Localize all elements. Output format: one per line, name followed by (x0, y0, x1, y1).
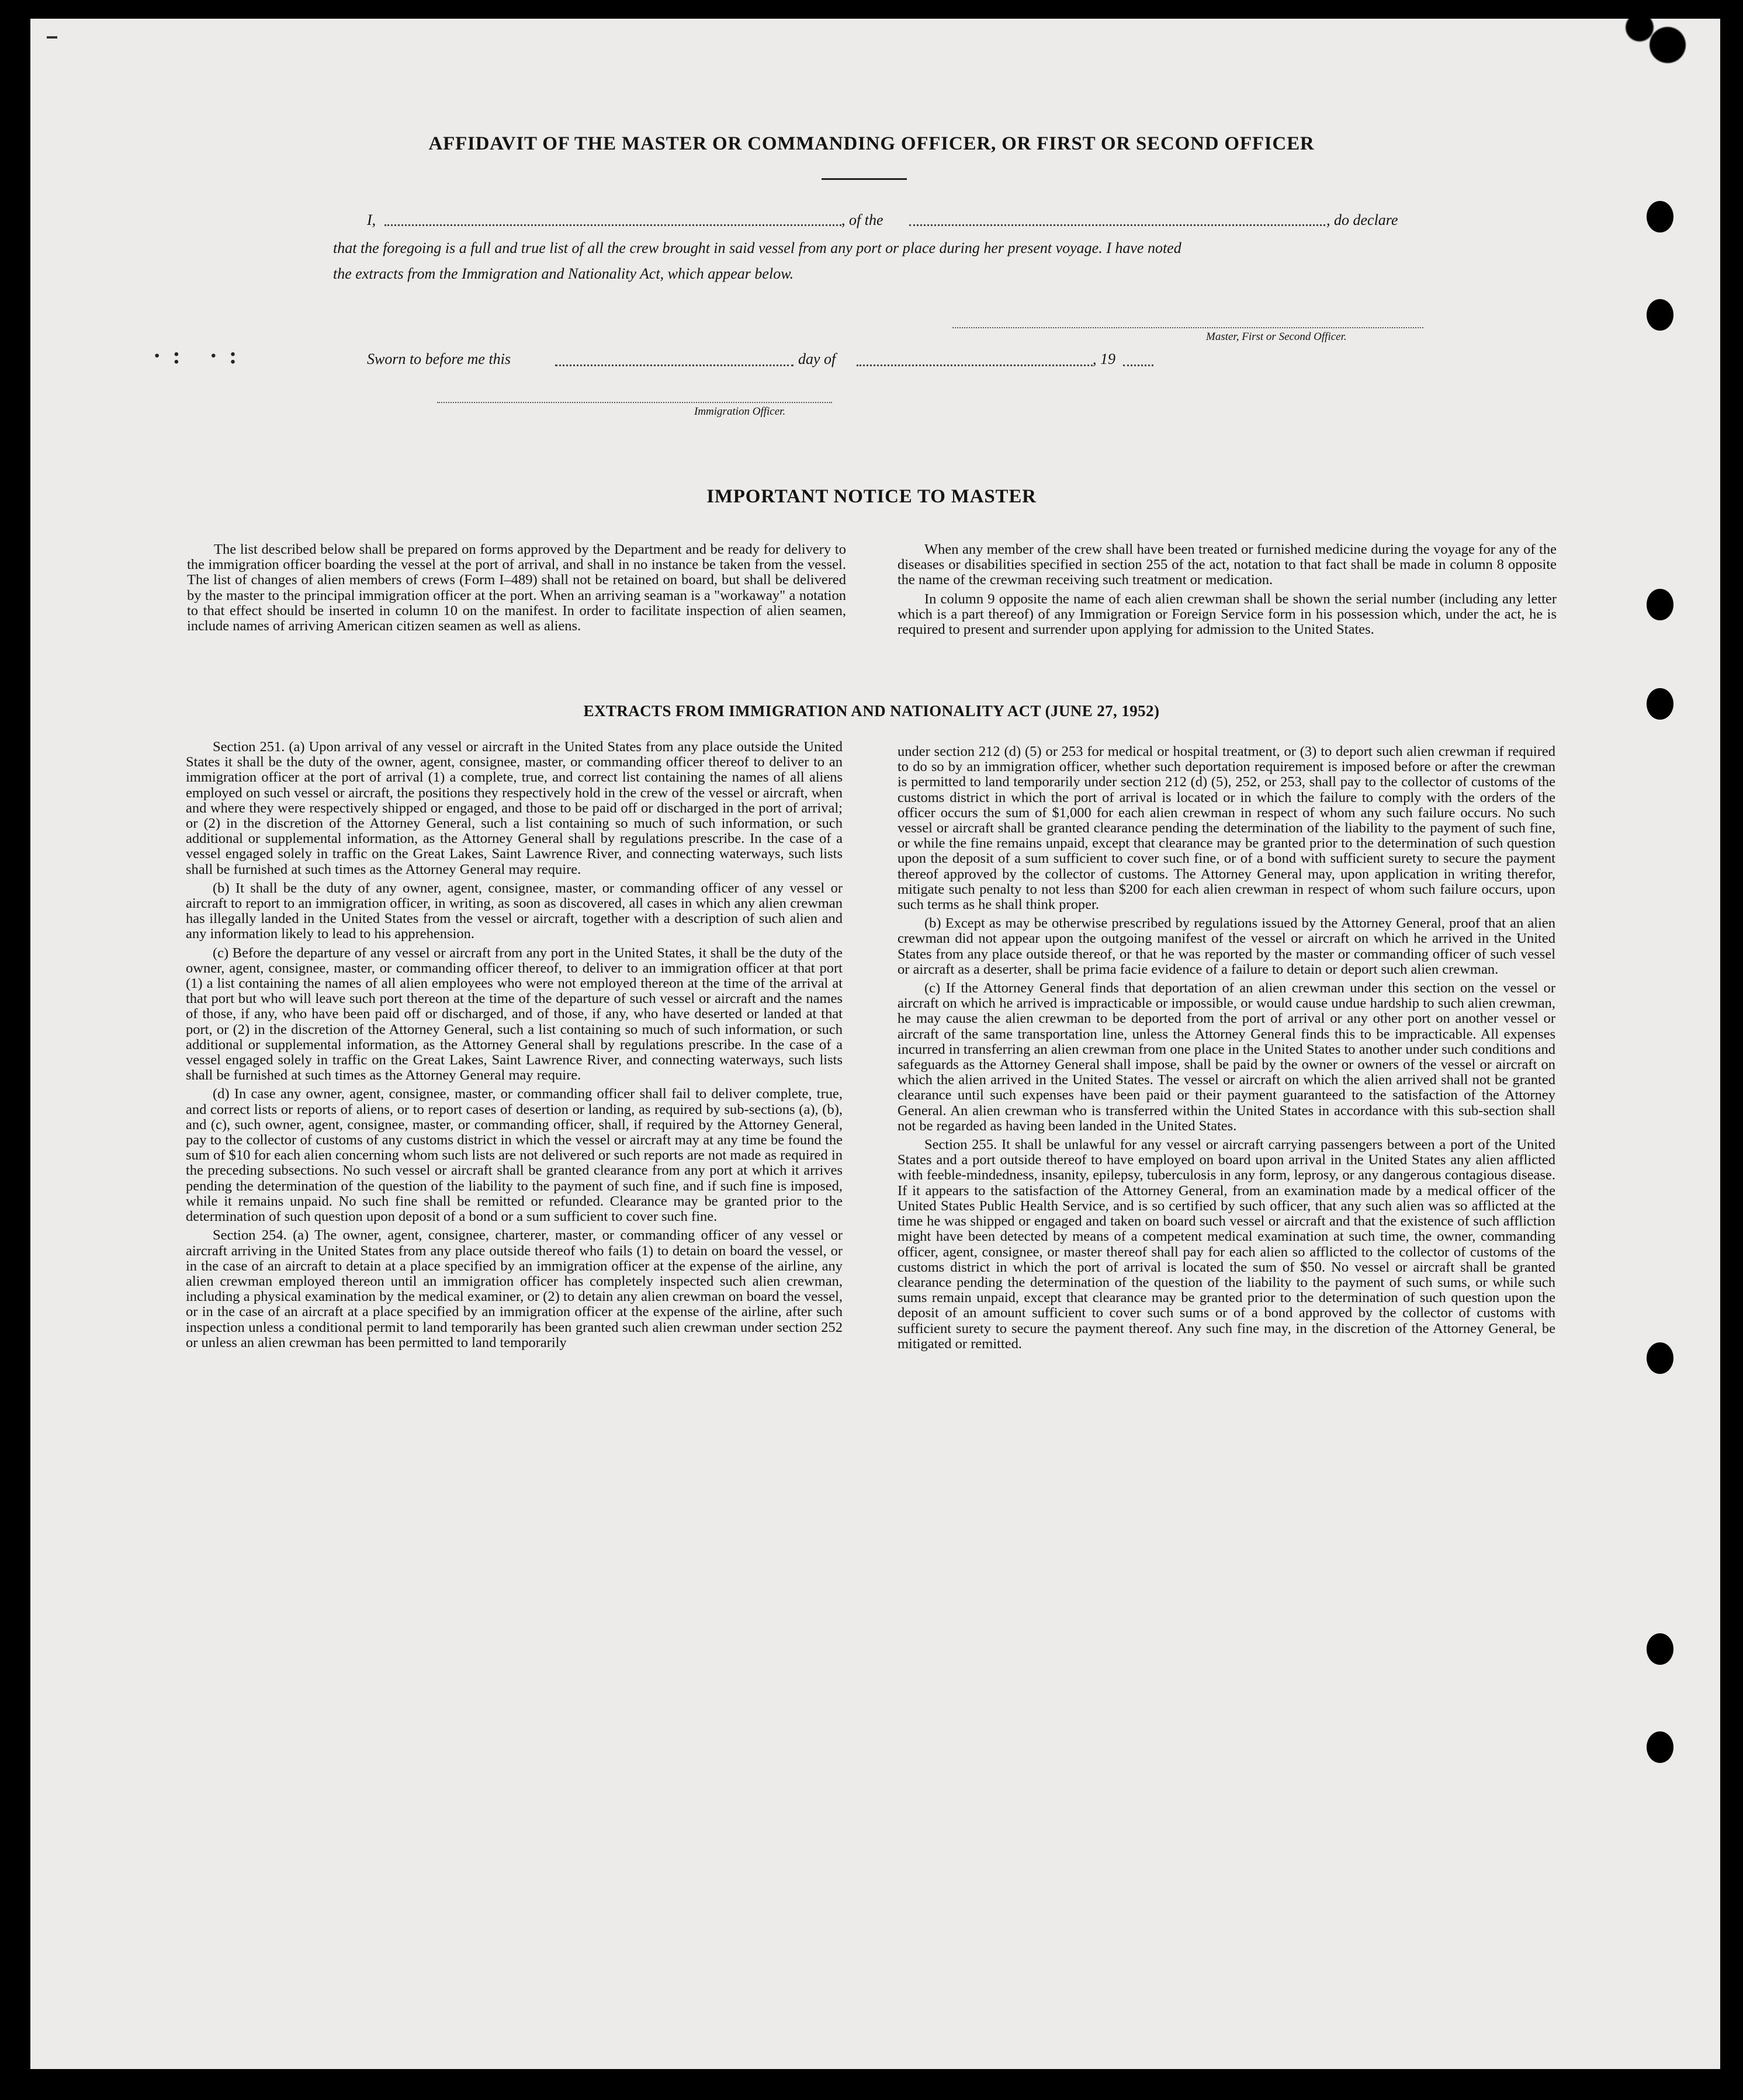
notice-title: IMPORTANT NOTICE TO MASTER (706, 486, 1037, 507)
act-paragraph: (b) Except as may be otherwise prescribed by regulations issued by the Attorney General, proof that an alien crewman did not appear upon the outgoing manifest of the vessel or aircraft on which he arrived in the United States from any place outside thereof, or that he was reported by the master or commanding officer of such vessel or aircraft as a deserter, shall be prima facie evidence of a failure to detain or deport such alien crewman. (898, 915, 1555, 977)
binder-hole (1647, 1731, 1673, 1763)
immigration-officer-caption: Immigration Officer. (694, 405, 786, 418)
binder-hole (1647, 299, 1673, 331)
name-field-line[interactable] (384, 224, 841, 226)
act-paragraph: (c) If the Attorney General finds that deportation of an alien crewman under this section on the vessel or aircraft on which he arrived is impracticable or impossible, or would cause undue hardship to such alien crewman, he may cause the alien crewman to be deported from the port of arrival or any other port on another vessel or aircraft of the same transportation line, unless the Attorney General finds this to be impracticable. All expenses incurred in transferring an alien crewman from one place in the United States to another under such conditions and safeguards as the Attorney General shall impose, shall be paid by the owner or owners of the vessel or aircraft on which the alien arrived in the United States. The vessel or aircraft on which the alien arrived shall not be granted clearance until such expenses have been paid or their payment guaranteed to the satisfaction of the Attorney General. An alien crewman who is transferred within the United States in accordance with this sub-section shall not be regarded as having been landed in the United States. (898, 980, 1555, 1134)
act-paragraph: (b) It shall be the duty of any owner, agent, consignee, master, or commanding officer of any vessel or aircraft to report to an immigration officer, in writing, as soon as discovered, all cases in which any alien crewman has illegally landed in the United States from the vessel or aircraft, together with a description of such alien and any information likely to lead to his apprehension. (186, 880, 843, 942)
declaration-line-1: that the foregoing is a full and true list of all the crew brought in said vessel from any port or place during her present voyage. I have noted (333, 239, 1181, 256)
act-paragraph: Section 254. (a) The owner, agent, consignee, charterer, master, or commanding officer of any vessel or aircraft arriving in the United States from any place outside thereof who fails (1) to detain on board the vessel, or in the case of an aircraft to detain at a place specified by an immigration officer at the expense of the airline, any alien crewman employed thereon until an immigration officer has completely inspected such alien crewman, including a physical examination by the medical examiner, or (2) to detain any alien crewman on board the vessel, or in the case of an aircraft at a place specified by an immigration officer at the expense of the airline, after such inspection unless a conditional permit to land temporarily has been granted such alien crewman under section 252 or unless an alien crewman has been permitted to land temporarily (186, 1227, 843, 1351)
extracts-title: EXTRACTS FROM IMMIGRATION AND NATIONALITY ACT (JUNE 27, 1952) (583, 702, 1160, 720)
declaration-line-2: the extracts from the Immigration and Nationality Act, which appear below. (333, 265, 794, 282)
act-paragraph: (c) Before the departure of any vessel or aircraft from any port in the United States, it shall be the duty of the owner, agent, consignee, master, or commanding officer thereof, to deliver to an immigration officer at that port (1) a list containing the names of all alien employees who were not employed thereon at the time of the arrival at that port but who will leave such port thereon at the time of the departure of such vessel or aircraft and the names of those, if any, who have been paid off or discharged, and of those, if any, who have deserted or landed at that port, or (2) in the discretion of the Attorney General, such a list containing so much of such information, or such additional or supplemental information, as the Attorney General shall by regulations prescribe. In the case of a vessel engaged solely in traffic on the Great Lakes, Saint Lawrence River, and connecting waterways, such lists shall be furnished at such times as the Attorney General may require. (186, 945, 843, 1084)
scan-specks: ·: ·: (153, 342, 249, 369)
notice-right-column (898, 542, 1557, 641)
master-signature-caption: Master, First or Second Officer. (1206, 331, 1347, 343)
immigration-officer-signature-line[interactable] (437, 402, 832, 403)
binder-hole (1647, 589, 1673, 620)
notice-paragraph: The list described below shall be prepared on forms approved by the Department and be ready for delivery to the immigration officer boarding the vessel at the port of arrival, and shall in no instance be taken from the vessel. The list of changes of alien members of crews (Form I–489) shall not be retained on board, but shall be delivered by the master to the principal immigration officer at the port. When an arriving seaman is a "workaway" a notation to that effect should be inserted in column 10 on the manifest. In order to facilitate inspection of alien seamen, include names of arriving American citizen seamen as well as aliens. (187, 542, 846, 634)
notice-paragraph: In column 9 opposite the name of each alien crewman shall be shown the serial number (including any letter which is a part thereof) of any Immigration or Foreign Service form in his possession which, under the act, he is required to present and surrender upon applying for admission to the United States. (898, 591, 1557, 638)
affidavit-title: AFFIDAVIT OF THE MASTER OR COMMANDING OFFICER, OR FIRST OR SECOND OFFICER (428, 133, 1315, 154)
title-rule (822, 178, 907, 180)
day-of-label: day of (798, 350, 836, 367)
notice-paragraph: When any member of the crew shall have been treated or furnished medicine during the voyage for any of the diseases or disabilities specified in section 255 of the act, notation to that fact shall be made in column 8 opposite the name of the crewman receiving such treatment or medication. (898, 542, 1557, 588)
notice-left-column (187, 542, 846, 637)
binder-hole (1647, 201, 1673, 232)
vessel-field-line[interactable] (909, 224, 1325, 226)
act-left-column (186, 740, 843, 1354)
act-paragraph: Section 255. It shall be unlawful for any vessel or aircraft carrying passengers between a port of the United States and a port outside thereof to have employed on board upon arrival in the United States any alien afflicted with feeble-mindedness, insanity, epilepsy, tuberculosis in any form, leprosy, or any dangerous contagious disease. If it appears to the satisfaction of the Attorney General, from an examination made by a medical officer of the United States Public Health Service, and is so certified by such officer, that any such alien was so afflicted at the time he was shipped or engaged and taken on board such vessel or aircraft and that the existence of such affliction might have been detected by means of a competent medical examination at such time, the owner, commanding officer, agent, consignee, or master thereof shall pay for each alien so afflicted to the collector of customs of the customs district in which the port of arrival is located the sum of $50. No vessel or aircraft shall be granted clearance pending the determination of the question of the liability to the payment of such sums, or while such sums remain unpaid, except that clearance may be granted prior to the determination of such question upon the deposit of an amount sufficient to cover such sums or of a bond approved by the collector of customs with sufficient surety to secure the payment thereof. Any such fine may, in the discretion of the Attorney General, be mitigated or remitted. (898, 1137, 1555, 1352)
act-paragraph: Section 251. (a) Upon arrival of any vessel or aircraft in the United States from any place outside the United States it shall be the duty of the owner, agent, consignee, master, or commanding officer thereof to deliver to an immigration officer at the port of arrival (1) a complete, true, and correct list containing the names of all aliens employed on such vessel or aircraft, the positions they respectively hold in the crew of the vessel or aircraft, when and where they were respectively shipped or engaged, and those to be paid off or discharged in the port of arrival; or (2) in the discretion of the Attorney General, such a list containing so much of such information, or such additional or supplemental information, as the Attorney General shall by regulations prescribe. In the case of a vessel engaged solely in traffic on the Great Lakes, Saint Lawrence River, and connecting waterways, such lists shall be furnished at such times as the Attorney General may require. (186, 739, 843, 877)
of-the-label: , of the (841, 211, 883, 228)
binder-hole (1647, 1342, 1673, 1374)
corner-tab-mark (1619, 19, 1689, 106)
act-right-column (898, 744, 1555, 1355)
act-paragraph: under section 212 (d) (5) or 253 for medical or hospital treatment, or (3) to deport such alien crewman if required to do so by an immigration officer, whether such deportation requirement is imposed before or after the crewman is permitted to land temporarily under section 212 (d) (5), 252, or 253, shall pay to the collector of customs of the customs district in which the port of arrival is located or in which the failure to comply with the orders of the officer occurs the sum of $1,000 for each alien crewman in respect of whom any such failure occurs. No such vessel or aircraft shall be granted clearance pending the determination of the liability to the payment of such fine, or while the fine remains unpaid, except that clearance may be granted prior to the determination of such question upon the deposit of a sum sufficient to cover such fine, or of a bond with sufficient surety to secure the payment thereof approved by the collector of customs. The Attorney General may, upon application in writing therefor, mitigate such penalty to not less than $200 for each alien crewman in respect of whom such failure occurs, upon such terms as he shall think proper. (898, 744, 1555, 913)
master-signature-line[interactable] (952, 327, 1423, 328)
sworn-day-line[interactable] (555, 365, 793, 366)
i-label: I, (367, 211, 376, 228)
sworn-month-line[interactable] (857, 365, 1093, 366)
act-paragraph: (d) In case any owner, agent, consignee, master, or commanding officer shall fail to deliver complete, true, and correct lists or reports of aliens, or to report cases of desertion or landing, as required by sub-sections (a), (b), and (c), such owner, agent, consignee, master, or commanding officer, shall, if required by the Attorney General, pay to the collector of customs of any customs district in which the vessel or aircraft may at any time be found the sum of $10 for each alien concerning whom such lists are not delivered or such reports are not made as required in the preceding subsections. No such vessel or aircraft shall be granted clearance from any port at which it arrives pending the determination of the question of the liability to the payment of such fine, and if such fine is imposed, while it remains unpaid. No such fine shall be remitted or refunded. Clearance may be granted prior to the determination of such question upon deposit of a bond or a sum sufficient to cover such fine. (186, 1086, 843, 1225)
do-declare-label: , do declare (1326, 211, 1398, 228)
binder-hole (1647, 1633, 1673, 1665)
year-label: , 19 (1093, 350, 1115, 367)
sworn-label: Sworn to before me this (367, 350, 511, 367)
sworn-year-line[interactable] (1123, 365, 1153, 366)
scan-mark (47, 36, 57, 39)
